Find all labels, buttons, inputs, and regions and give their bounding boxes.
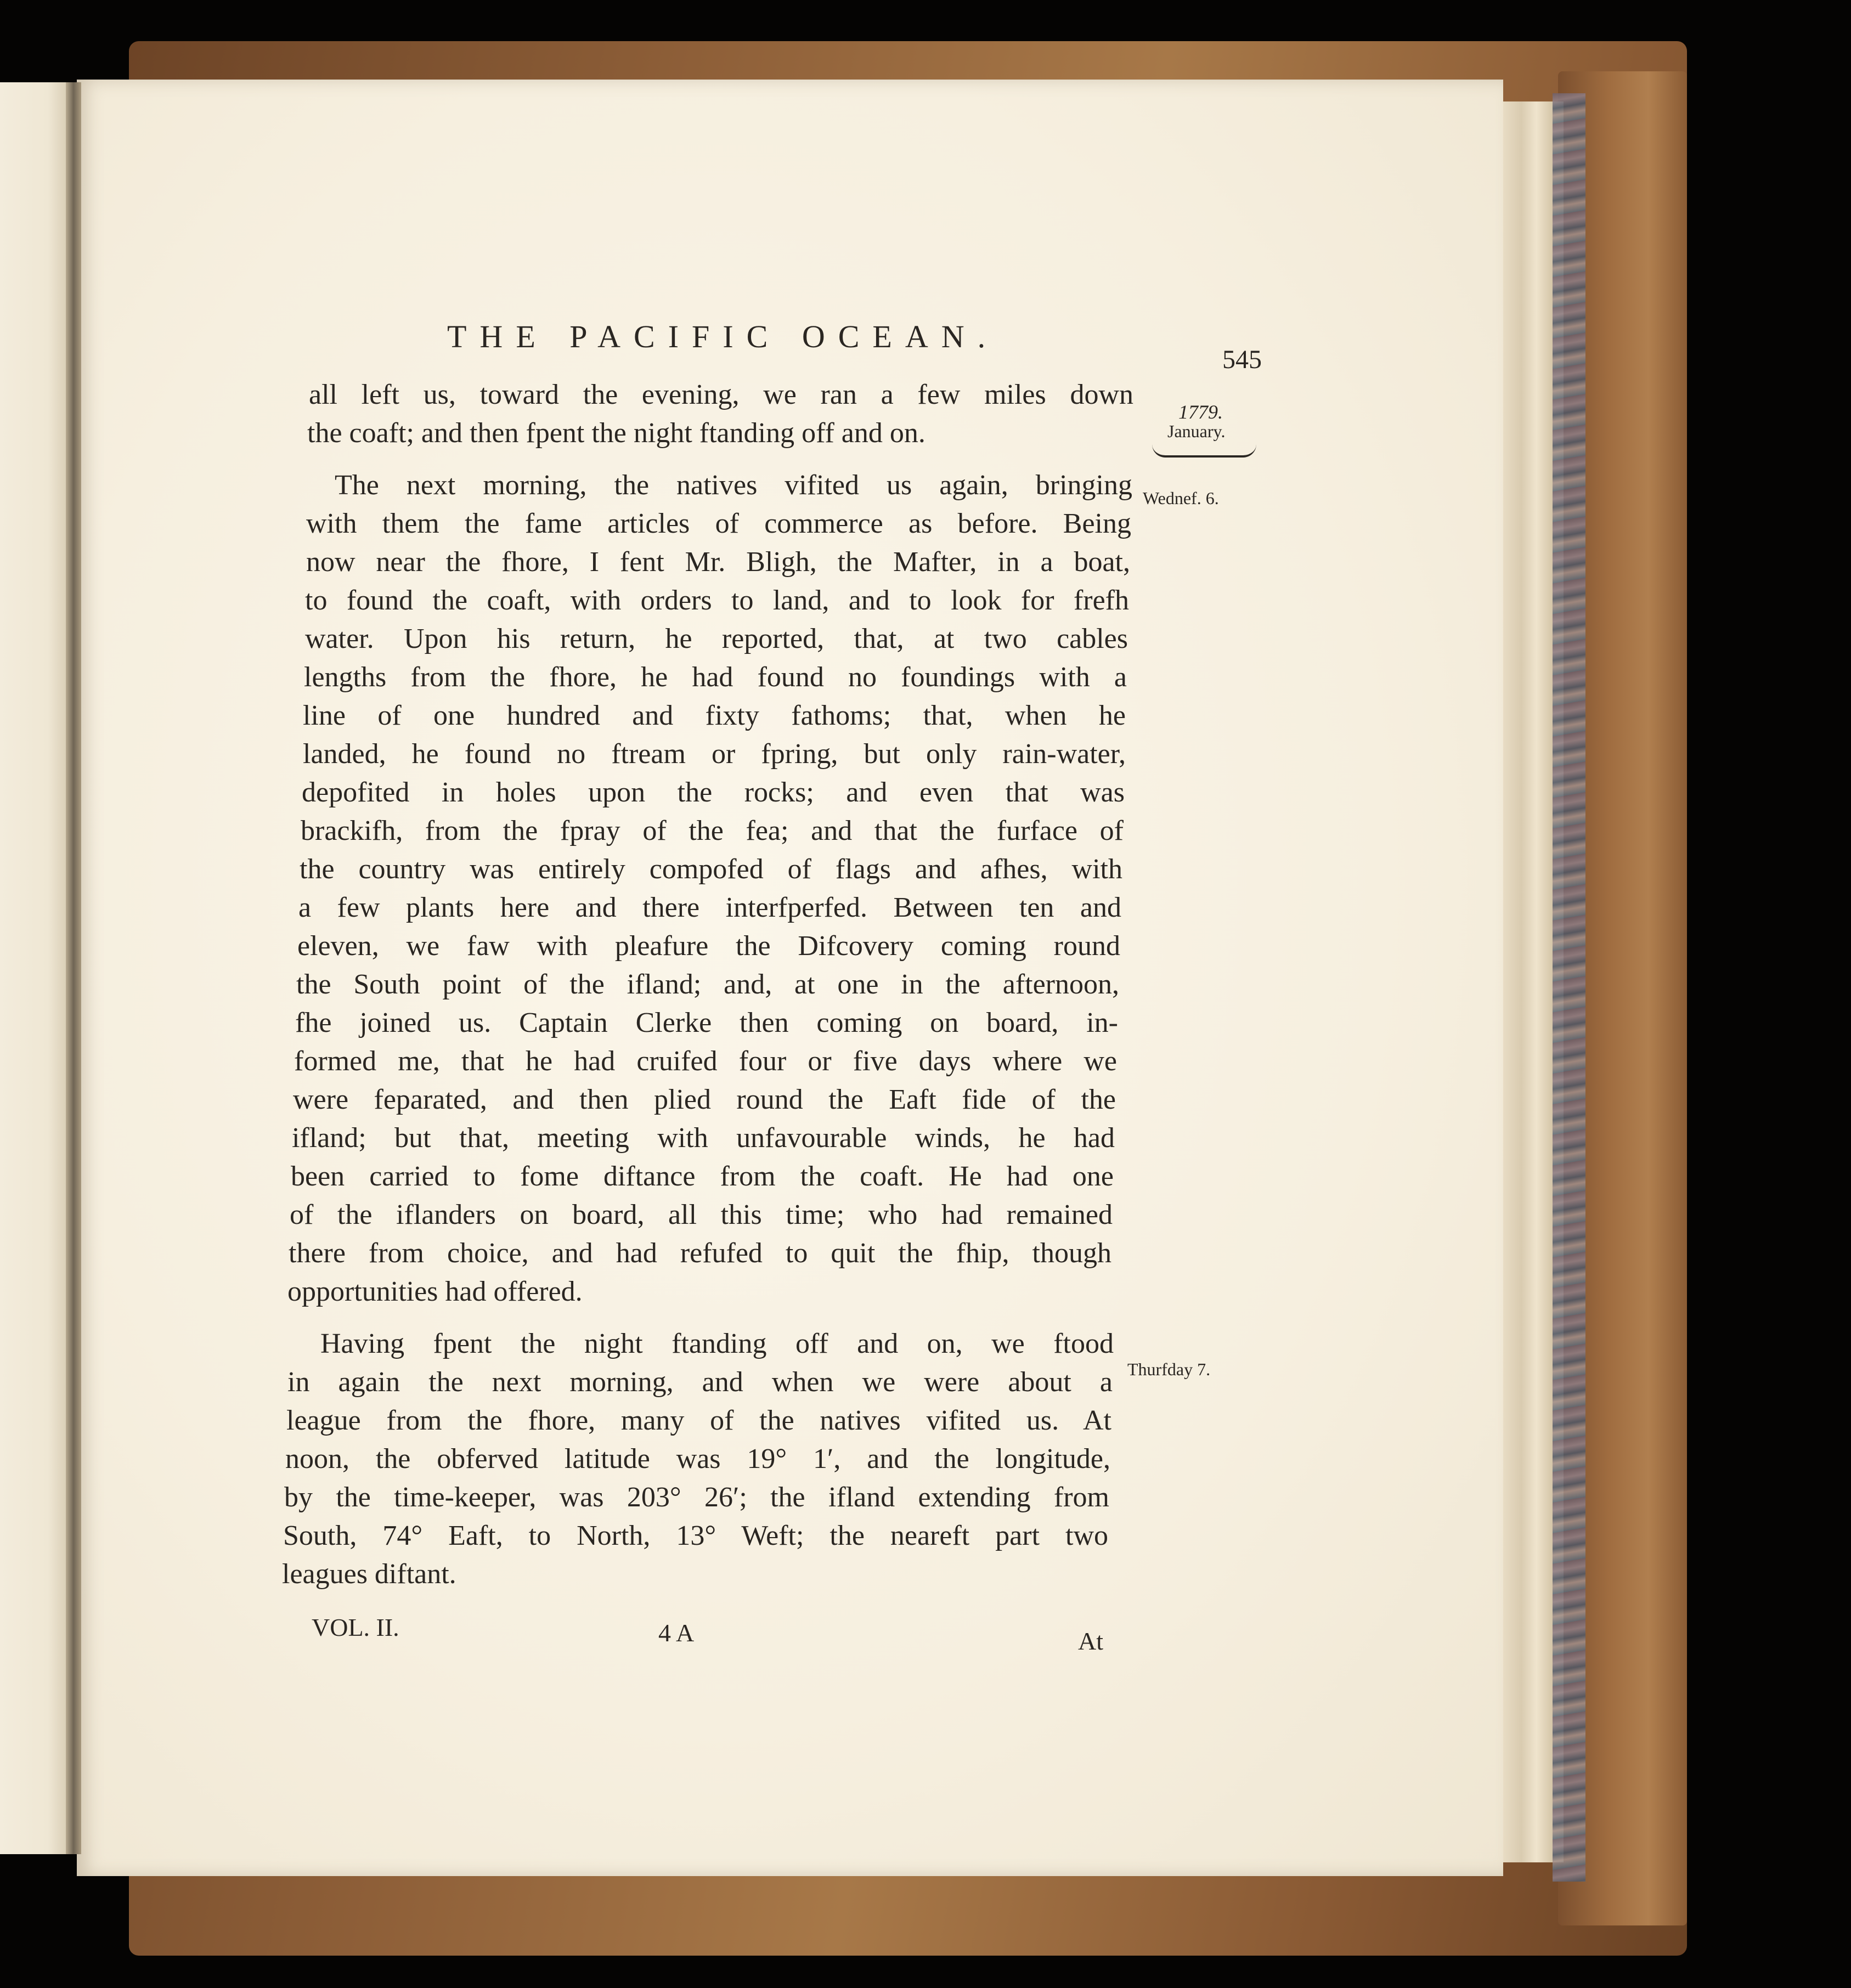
signature-mark: 4 A [658,1619,695,1647]
marbled-edge [1553,93,1585,1882]
text-line: were feparated, and then plied round the Eaft fide of the [293,1084,1116,1115]
margin-date-note: Thurfday 7. [1127,1359,1211,1379]
text-line: to found the coaft, with orders to land, and to look for frefh [305,585,1129,616]
page-number: 545 [1222,345,1262,374]
text-line: a few plants here and there interfperfed. Between ten and [298,892,1121,923]
volume-label: VOL. II. [312,1613,399,1641]
gutter-shadow [66,82,81,1854]
text-line: The next morning, the natives vifited us again, bringing [335,470,1132,501]
margin-date-note: Wednef. 6. [1143,488,1219,508]
text-line: league from the fhore, many of the natives vifited us. At [286,1405,1111,1436]
text-line: formed me, that he had cruifed four or five days where we [294,1046,1117,1077]
margin-brace [1152,444,1256,458]
text-line: brackifh, from the fpray of the fea; and that the furface of [301,815,1124,846]
text-line: lengths from the fhore, he had found no foundings with a [304,662,1127,693]
text-line: fhe joined us. Captain Clerke then coming on board, in- [295,1007,1118,1038]
text-line: noon, the obferved latitude was 19° 1′, and the longitude, [285,1443,1110,1475]
text-line: the country was entirely compofed of flags and afhes, with [300,854,1122,885]
text-line: there from choice, and had refufed to quit the fhip, though [289,1238,1111,1269]
text-line: the coaft; and then fpent the night ftanding off and on. [307,417,926,449]
text-line: of the iflanders on board, all this time; who had remained [290,1199,1113,1230]
text-line: by the time-keeper, was 203° 26′; the ifland extending from [284,1482,1109,1513]
catchword: At [1078,1627,1103,1655]
text-line: opportunities had offered. [287,1276,583,1307]
text-line: in again the next morning, and when we were about a [287,1366,1113,1398]
text-line: landed, he found no ftream or fpring, but only rain-water, [303,738,1126,770]
text-line: eleven, we faw with pleafure the Difcovery coming round [297,930,1120,962]
text-line: the South point of the ifland; and, at one in the afternoon, [296,969,1119,1000]
text-line: South, 74° Eaft, to North, 13° Weft; the neareft part two [283,1520,1108,1551]
running-title: THE PACIFIC OCEAN. [447,319,999,354]
text-line: leagues diftant. [282,1558,456,1590]
facing-page [0,82,69,1854]
margin-month: January. [1167,421,1226,441]
text-line: all left us, toward the evening, we ran a few miles down [309,379,1133,410]
text-line: with them the fame articles of commerce as before. Being [306,508,1131,539]
text-line: ifland; but that, meeting with unfavourable winds, he had [292,1122,1115,1154]
margin-year: 1779. [1178,401,1223,423]
text-line: depofited in holes upon the rocks; and even that was [302,777,1125,808]
text-line: water. Upon his return, he reported, that, at two cables [305,623,1128,654]
text-line: been carried to fome diftance from the coaft. He had one [291,1161,1114,1192]
text-line: now near the fhore, I fent Mr. Bligh, the Mafter, in a boat, [306,546,1130,578]
text-line: Having fpent the night ftanding off and on, we ftood [320,1328,1114,1359]
text-line: line of one hundred and fixty fathoms; that, when he [303,700,1126,731]
